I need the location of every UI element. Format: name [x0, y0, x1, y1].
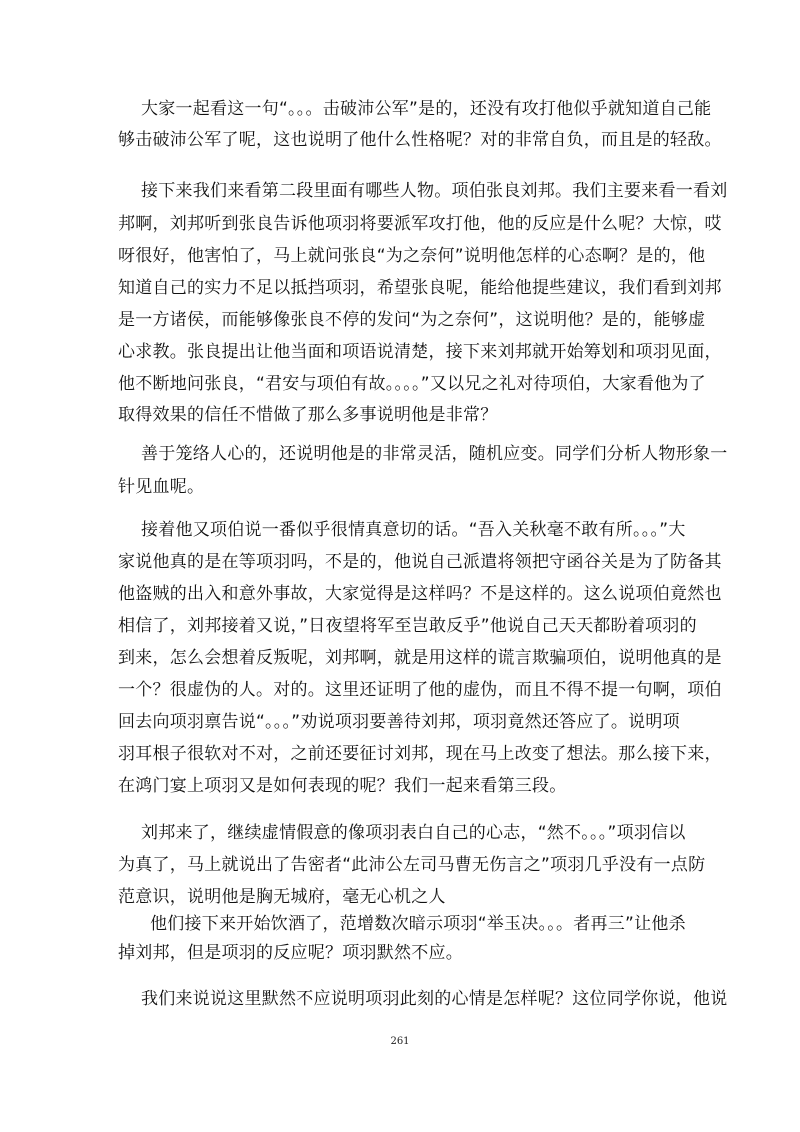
paragraph-4-line-5: 到来，怎么会想着反叛呢，刘邦啊，就是用这样的谎言欺骗项伯，说明他真的是: [118, 648, 722, 668]
paragraph-1-line-2: 够击破沛公军了呢，这也说明了他什么性格呢？对的非常自负，而且是的轻敌。: [118, 130, 722, 150]
paragraph-2-line-6: 心求教。张良提出让他当面和项语说清楚，接下来刘邦就开始筹划和项羽见面，: [118, 342, 722, 362]
paragraph-2-line-8: 取得效果的信任不惜做了那么多事说明他是非常？: [118, 405, 498, 425]
paragraph-4-line-3: 他盗贼的出入和意外事故，大家觉得是这样吗？不是这样的。这么说项伯竟然也: [118, 584, 722, 604]
paragraph-4-line-4: 相信了，刘邦接着又说，”日夜望将军至岂敢反乎”他说自己天天都盼着项羽的: [118, 616, 697, 636]
paragraph-5-line-3: 范意识，说明他是胸无城府，毫无心机之人: [118, 887, 446, 907]
paragraph-1-line-1: 大家一起看这一句“。。。击破沛公军”是的，还没有攻打他似乎就知道自己能: [141, 99, 712, 119]
paragraph-4-line-8: 羽耳根子很软对不对，之前还要征讨刘邦，现在马上改变了想法。那么接下来，: [118, 744, 722, 764]
page-number: 261: [390, 1036, 410, 1047]
paragraph-3-line-1: 善于笼络人心的，还说明他是的非常灵活，随机应变。同学们分析人物形象一: [141, 444, 728, 464]
paragraph-2-line-4: 知道自己的实力不足以抵挡项羽，希望张良呢，能给他提些建议，我们看到刘邦: [118, 278, 722, 298]
paragraph-2-line-1: 接下来我们来看第二段里面有哪些人物。项伯张良刘邦。我们主要来看一看刘: [141, 181, 728, 201]
paragraph-5-line-2: 为真了，马上就说出了告密者“此沛公左司马曹无伤言之”项羽几乎没有一点防: [118, 855, 706, 875]
paragraph-5-line-1: 刘邦来了，继续虚情假意的像项羽表白自己的心志，“然不。。。”项羽信以: [141, 823, 686, 843]
paragraph-6-line-1: 他们接下来开始饮酒了，范增数次暗示项羽“举玉决。。。者再三”让他杀: [150, 914, 686, 934]
paragraph-3-line-2: 针见血呢。: [118, 477, 205, 497]
paragraph-4-line-1: 接着他又项伯说一番似乎很情真意切的话。“吾入关秋毫不敢有所。。。”大: [141, 520, 686, 540]
paragraph-2-line-2: 邦啊，刘邦听到张良告诉他项羽将要派军攻打他，他的反应是什么呢？大惊，哎: [118, 214, 722, 234]
paragraph-4-line-9: 在鸿门宴上项羽又是如何表现的呢？我们一起来看第三段。: [118, 776, 567, 796]
paragraph-4-line-2: 家说他真的是在等项羽吗，不是的，他说自己派遣将领把守函谷关是为了防备其: [118, 552, 722, 572]
paragraph-2-line-5: 是一方诸侯，而能够像张良不停的发问“为之奈何”，这说明他？是的，能够虚: [118, 310, 706, 330]
paragraph-6-line-2: 掉刘邦，但是项羽的反应呢？项羽默然不应。: [118, 943, 463, 963]
paragraph-4-line-6: 一个？很虚伪的人。对的。这里还证明了他的虚伪，而且不得不提一句啊，项伯: [118, 680, 722, 700]
paragraph-2-line-3: 呀很好，他害怕了，马上就问张良“为之奈何”说明他怎样的心态啊？是的，他: [118, 246, 706, 266]
paragraph-2-line-7: 他不断地问张良，“君安与项伯有故。。。。”又以兄之礼对待项伯，大家看他为了: [118, 374, 706, 394]
paragraph-4-line-7: 回去向项羽禀告说“。。。”劝说项羽要善待刘邦，项羽竟然还答应了。说明项: [118, 712, 680, 732]
paragraph-7-line-1: 我们来说说这里默然不应说明项羽此刻的心情是怎样呢？这位同学你说，他说: [141, 989, 728, 1009]
